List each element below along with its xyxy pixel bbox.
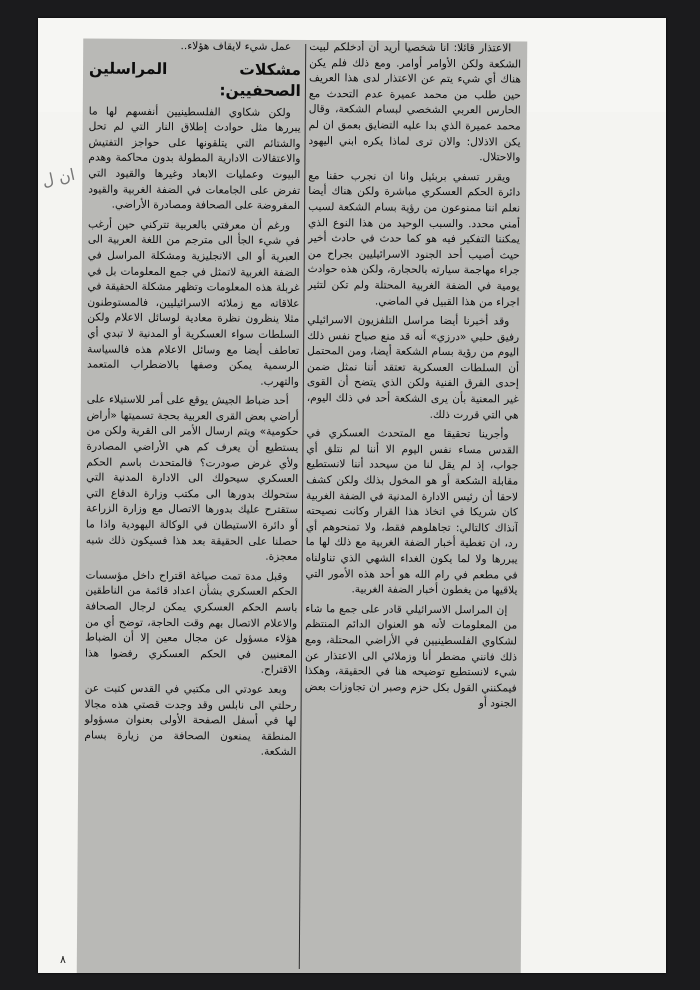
paragraph: إن المراسل الاسرائيلي قادر على جمع ما شاء من المعلومات لأنه هو العنوان الدائم المنتظم لشكاوي الفلسطينيين في الأراضي المحتلة، ومع ذلك فانني مضطر أنا وزملائي الى الاعتذار عن شيء لانستطيع توضيحه هنا في الحقيقة، وهكذا فيمكنني القول بكل حزم وصبر ان تجاوزات بعض الجنود أو	[304, 602, 518, 710]
paragraph: وبعد عودتي الى مكتبي في القدس كتبت عن رحلتي الى نابلس وقد وجدت قصتي هذه مجالا لها في أسفل الصفحة الأولى بعنوان مسؤولو المنطقة يمنعون الصحافة من زيارة بسام الشكعة.	[84, 682, 297, 759]
paragraph: ويقرر تسفي بربئيل وانا ان نجرب حقنا مع دائرة الحكم العسكري مباشرة ولكن هناك أيضا نعلم اننا ممنوعون من رؤية بسام الشكعة لسبب أمني محدد. والسبب الوحيد من هذا النوع الذي يمكننا التفكير فيه هو كما حدث في حادث أخير حيث أصيب أحد الجنود الاسرائيليين بجراح من جراء مهاجمة سيارته بالحجارة، ولكن هذه حوادث يومية في الضفة الغربية المحتلة ولم تكن لتثير اجراء من هذا القبيل في الماضي.	[307, 169, 521, 309]
paragraph: ولكن شكاوي الفلسطينيين أنفسهم لها ما يبررها مثل حوادث إطلاق النار التي لم تحل والشتائم التي يتلقونها على حواجز التفتيش والاعتقالات الادارية المطولة بدون محاكمة وهدم البيوت وعمليات الابعاد وغيرها والقيود التي تفرض على الجامعات في الضفة الغربية والقيود المفروضة على الصحافة ومصادرة الأراضي.	[88, 105, 301, 213]
paper-sheet	[38, 18, 666, 973]
page-mark: ٨	[60, 953, 66, 966]
handwritten-margin-note: ان ل	[40, 164, 77, 191]
left-column	[83, 39, 302, 973]
paragraph: أحد ضباط الجيش يوقع على أمر للاستيلاء على أراضي بعض القرى العربية بحجة تسميتها «أراض حكومية» ويتم ارسال الأمر الى القرية ولكن من يستطيع أن يعرف كم هي الأراضي المصادرة ولأي غرض صودرت؟ فالمتحدث باسم الحكم العسكري سيحولك الى الادارة المدنية التي ستحولك بدورها الى مكتب وزارة الدفاع التي ستقترح عليك بدورها الاتصال مع وزارة الزراعة أو دائرة الاستيطان في الوكالة اليهودية واذا ما حصلنا على الحقيقة بعد هذا فسيكون ذلك شبه معجزة.	[85, 393, 299, 564]
paragraph: ورغم أن معرفتي بالعربية تتركني حين أرغب في شيء الجأ الى مترجم من اللغة العربية الى العبرية أو الى الانجليزية ومشكلة المراسل في الضفة الغربية لاتمثل في جمع المعلومات بل في غربلة هذه المعلومات وتظهر مشكلة الحقيقة في علاقاته مع زملائه الاسرائيليين، فالمستوطنون مثلا ينظرون نظرة معادية لوسائل الاعلام ولكن السلطات سواء العسكرية أو المدنية لا تبدي أي تعاطف أيضا مع وسائل الاعلام هذه فالسياسة الرسمية يمكن وصفها بالاضطراب المتعمد والتهرب.	[86, 218, 300, 388]
paragraph: وقبل مدة تمت صياغة اقتراح داخل مؤسسات الحكم العسكري بشأن اعداد قائمة من الناطقين باسم الحكم العسكري يمكن لرجال الصحافة والاعلام الاتصال بهم وقت الحاجة، توضح أي من هؤلاء مسؤول عن مجال معين إلا أن الضباط المعنيين في الحكم العسكري رفضوا هذا الاقتراح.	[84, 569, 298, 677]
right-column	[303, 40, 522, 973]
section-heading: مشكلات المراسلين الصحفيين:	[88, 59, 302, 100]
paragraph: وقد أخبرنا أيضا مراسل التلفزيون الاسرائيلي رفيق حلبي «درزي» أنه قد منع صباح نفس ذلك اليوم من رؤية بسام الشكعة أيضا، ومن المحتمل أن السلطات العسكرية تعتقد أننا نمثل ضمن إحدى الفرق الفنية ولكن الذي يتضح أن القوى غير المعنية بأن يرى الشكعة أحد في ذلك اليوم، هي التي قررت ذلك.	[306, 314, 520, 422]
paragraph: وأجرينا تحقيقا مع المتحدث العسكري في القدس مساء نفس اليوم الا أننا لم نتلق أي جواب، إذ لم يقل لنا من سيحدد أننا لانستطيع مقابلة الشكعة أو هو المخول بذلك ولكن كشف لاحقا أن رئيس الادارة المدنية في الضفة الغربية كان شريكا في اتخاذ هذا القرار وكانت نصيحته آنذاك كالتالي: تجاهلوهم فقط، ولا تمنحوهم أي رد، ان تغطية أخبار الضفة الغربية مع ذلك لها ما يبررها ولا لما يكون الغداء الشهي الذي تناولناه في مطعم في رام الله هو أحد هذه الأمور التي يلاقيها من يغطون أخبار الضفة الغربية.	[305, 427, 519, 597]
lead-line: عمل شيء لايقاف هؤلاء..	[180, 40, 292, 53]
newspaper-clipping	[77, 38, 528, 973]
paragraph: الاعتذار قائلا: انا شخصيا أريد أن أدخلكم لبيت الشكعة ولكن الأوامر أوامر. ومع ذلك فلم يكن هناك أي شيء يتم عن الاعتذار لدى هذا العريف حين طلب من محمد عميرة عدم التحدث مع الحارس العربي الشخصي لبسام الشكعة، وقال محمد عميرة الذي بدا عليه التضايق بعمق ان لم يكن الاذلال: والان ترى لماذا يكره ابني اليهود والاحتلال.	[308, 41, 522, 164]
